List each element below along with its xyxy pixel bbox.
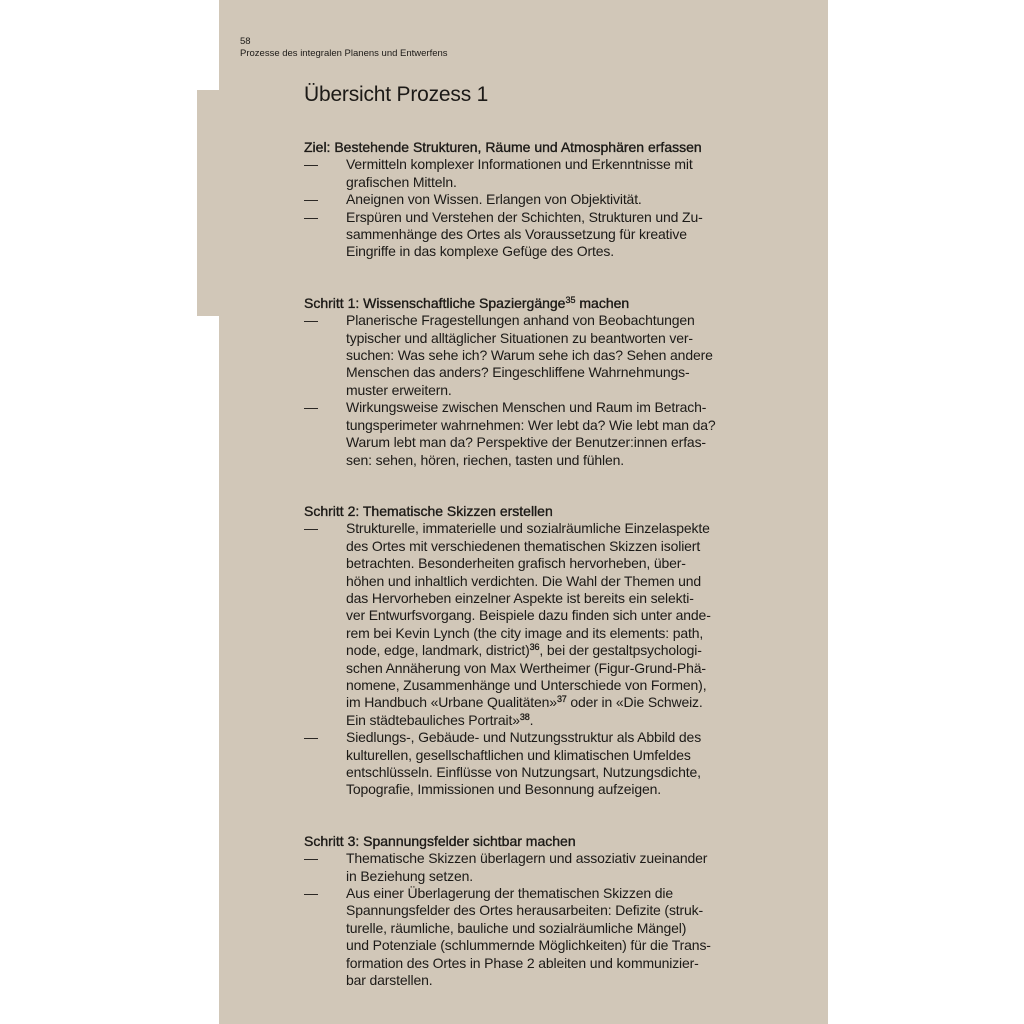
section-schritt-3	[304, 833, 749, 990]
chapter-tab-marker	[197, 90, 220, 316]
dash-marker: —	[304, 850, 318, 867]
text-line: typischer und alltäglicher Situationen zu beantworten ver-	[346, 329, 693, 346]
running-title: Prozesse des integralen Planens und Entwerfens	[240, 48, 448, 59]
section-title: Schritt 3: Spannungsfelder sichtbar machen	[304, 832, 576, 849]
list-item	[304, 156, 749, 191]
text-line: grafischen Mitteln.	[346, 173, 457, 190]
text-line: und Potenziale (schlummernde Möglichkeiten) für die Trans-	[346, 937, 711, 954]
footnote-ref-37: 37	[556, 694, 567, 705]
text-span: node, edge, landmark, district)	[346, 642, 530, 659]
dash-marker: —	[304, 191, 318, 208]
text-line: nomene, Zusammenhänge und Unterschiede von Formen),	[346, 676, 707, 693]
text-line: höhen und inhaltlich verdichten. Die Wahl der Themen und	[346, 572, 702, 589]
text-line: Vermitteln komplexer Informationen und Erkenntnisse mit	[346, 156, 693, 173]
dash-marker: —	[304, 156, 318, 173]
footnote-ref-38: 38	[519, 711, 530, 722]
text-line: muster erweitern.	[346, 381, 452, 398]
text-line: Warum lebt man da? Perspektive der Benutzer:innen erfas-	[346, 434, 706, 451]
text-line: in Beziehung setzen.	[346, 867, 473, 884]
text-line: kulturellen, gesellschaftlichen und klimatischen Umfeldes	[346, 746, 691, 763]
section-title-text: Schritt 1: Wissenschaftliche Spaziergänge	[304, 294, 566, 311]
text-line	[346, 694, 749, 711]
text-span: oder in «Die Schweiz.	[566, 694, 703, 711]
text-line: tungsperimeter wahrnehmen: Wer lebt da? Wie lebt man da?	[346, 416, 716, 433]
list-item	[304, 191, 749, 208]
list-item	[304, 885, 749, 989]
section-title: Ziel: Bestehende Strukturen, Räume und Atmosphären erfassen	[304, 139, 702, 155]
footnote-ref-36: 36	[529, 642, 540, 653]
text-line: des Ortes mit verschiedenen thematischen Skizzen isoliert	[346, 537, 701, 554]
text-line: Menschen das anders? Eingeschliffene Wahrnehmungs-	[346, 364, 690, 381]
text-line: formation des Ortes in Phase 2 ableiten und kommunizier-	[346, 954, 699, 971]
section-ziel	[304, 139, 749, 261]
dash-marker: —	[304, 729, 318, 746]
list-item	[304, 850, 749, 885]
page-number: 58	[240, 36, 251, 47]
section-schritt-1	[304, 295, 749, 469]
text-line: sammenhänge des Ortes als Voraussetzung für kreative	[346, 226, 687, 243]
text-line: Erspüren und Verstehen der Schichten, Strukturen und Zu-	[346, 208, 703, 225]
list-item	[304, 209, 749, 261]
dash-marker: —	[304, 208, 318, 225]
text-line: Siedlungs-, Gebäude- und Nutzungsstruktur als Abbild des	[346, 729, 702, 746]
dash-marker: —	[304, 312, 318, 329]
text-line: Aneignen von Wissen. Erlangen von Objektivität.	[346, 191, 642, 208]
text-line: Topografie, Immissionen und Besonnung aufzeigen.	[346, 781, 662, 798]
text-line: das Hervorheben einzelner Aspekte ist bereits ein selekti-	[346, 589, 694, 606]
page-content	[304, 82, 749, 989]
text-line: suchen: Was sehe ich? Warum sehe ich das? Sehen andere	[346, 347, 713, 364]
text-line: turelle, räumliche, bauliche und sozialräumliche Mängel)	[346, 919, 687, 936]
text-span: .	[529, 711, 534, 728]
text-line: schen Annäherung von Max Wertheimer (Figur-Grund-Phä-	[346, 659, 706, 676]
section-title: Schritt 2: Thematische Skizzen erstellen	[304, 502, 553, 519]
text-line: rem bei Kevin Lynch (the city image and its elements: path,	[346, 624, 704, 641]
section-title-text: machen	[575, 294, 630, 311]
section-schritt-2	[304, 503, 749, 799]
dash-marker: —	[304, 520, 318, 537]
text-span: im Handbuch «Urbane Qualitäten»	[346, 694, 557, 711]
text-line: Spannungsfelder des Ortes herausarbeiten: Defizite (struk-	[346, 902, 704, 919]
list-item	[304, 312, 749, 399]
text-line: Strukturelle, immaterielle und sozialräumliche Einzelaspekte	[346, 520, 710, 537]
text-line: Eingriffe in das komplexe Gefüge des Ortes.	[346, 243, 614, 260]
text-line: sen: sehen, hören, riechen, tasten und fühlen.	[346, 451, 624, 468]
text-line: Wirkungsweise zwischen Menschen und Raum im Betrach-	[346, 399, 707, 416]
text-line: ver Entwurfsvorgang. Beispiele dazu finden sich unter ande-	[346, 607, 711, 624]
text-line: bar darstellen.	[346, 972, 433, 989]
text-line	[346, 642, 749, 659]
text-line: Thematische Skizzen überlagern und assoziativ zueinander	[346, 850, 708, 867]
text-line: Aus einer Überlagerung der thematischen Skizzen die	[346, 885, 673, 902]
text-line: entschlüsseln. Einflüsse von Nutzungsart, Nutzungsdichte,	[346, 764, 701, 780]
text-line: betrachten. Besonderheiten grafisch hervorheben, über-	[346, 555, 686, 572]
page-title: Übersicht Prozess 1	[304, 83, 489, 106]
list-item	[304, 729, 749, 799]
text-line: Planerische Fragestellungen anhand von Beobachtungen	[346, 312, 695, 329]
dash-marker: —	[304, 885, 318, 902]
footnote-ref-35: 35	[565, 294, 576, 305]
text-span: Ein städtebauliches Portrait»	[346, 711, 520, 728]
text-span: , bei der gestaltpsychologi-	[539, 642, 702, 659]
dash-marker: —	[304, 399, 318, 416]
text-line	[346, 712, 749, 729]
list-item	[304, 399, 749, 469]
section-title	[304, 295, 749, 312]
running-head	[240, 36, 448, 60]
list-item	[304, 520, 749, 729]
